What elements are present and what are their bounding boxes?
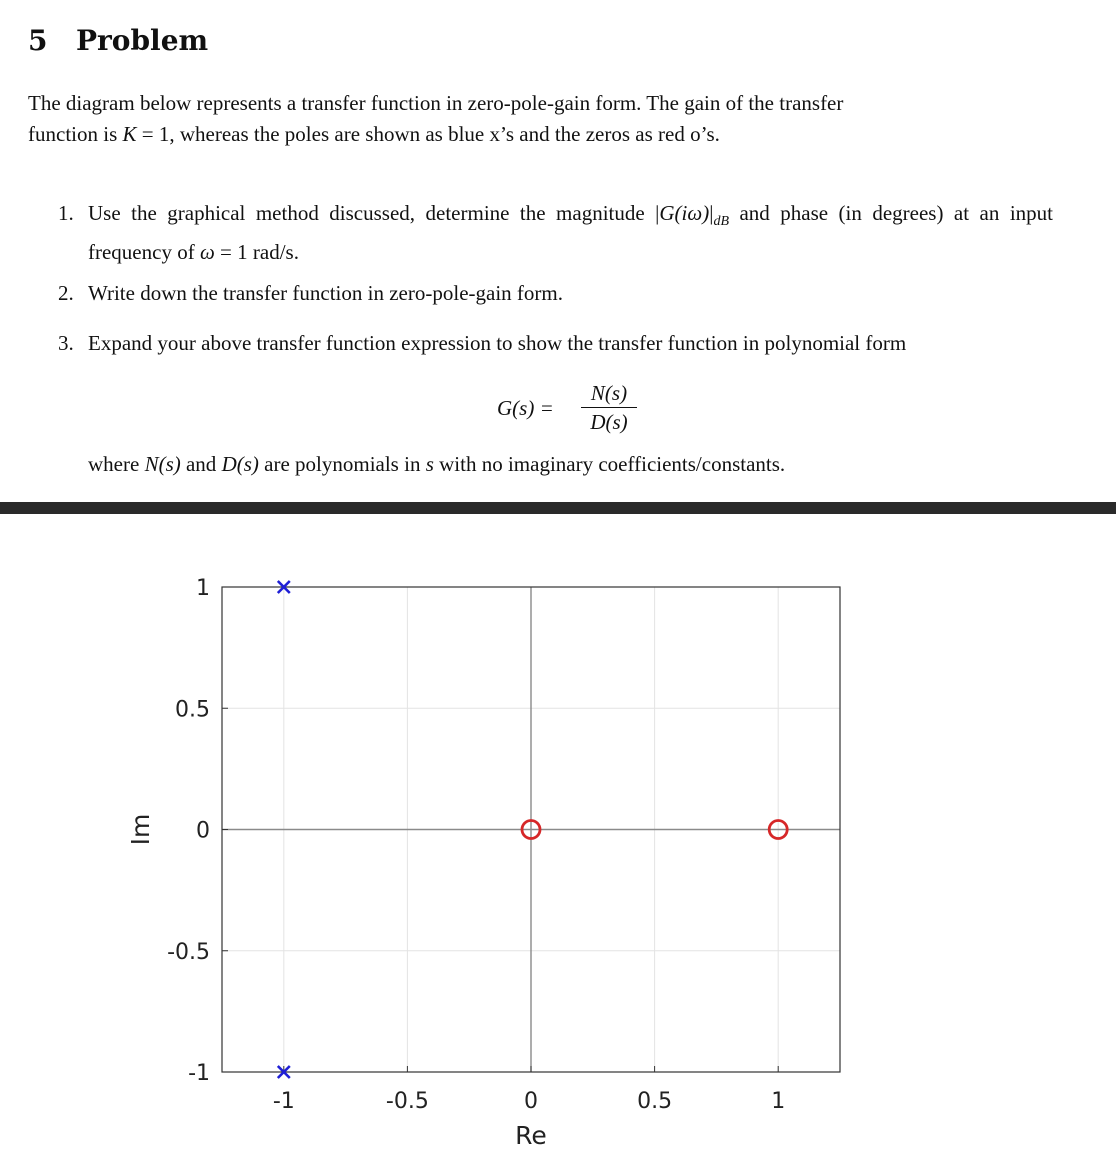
item1-text-a: Use the graphical method discussed, determine the magnitude | [88,201,660,225]
y-axis-label: Im [126,813,155,846]
y-tick-label: 0.5 [175,697,210,723]
list-item-text [88,198,1053,268]
x-tick-label: 0 [524,1089,538,1114]
where-w1: where [88,452,145,476]
equation-lhs: G(s) = [497,396,554,420]
list-item [58,328,1058,390]
list-item-number: 3. [58,331,74,355]
section-number: 5 [28,24,48,57]
equation-numerator: N(s) [590,381,628,405]
list-item [58,278,1058,309]
intro-paragraph [28,88,1088,150]
intro-line-2-post: = 1, whereas the poles are shown as blue x’s and the zeros as red o’s. [136,122,720,146]
where-s: s [425,452,434,476]
where-w3: are polynomials in [258,452,426,476]
intro-line-2 [28,119,1088,150]
where-w2: and [180,452,222,476]
x-tick-label: -0.5 [385,1089,429,1114]
item1-sub-db: dB [713,214,729,230]
where-n: N(s) [144,452,181,476]
item1-text-d: = 1 rad/s. [214,240,299,265]
y-tick-label: 0 [196,818,210,844]
pole-zero-chart [0,514,1116,1167]
list-item-text: Expand your above transfer function expression to show the transfer function in polynomial form [88,331,907,355]
equation-denominator: D(s) [590,410,628,434]
item1-omega: ω [199,240,215,265]
item1-math-g: G(iω) [659,201,710,225]
y-tick-label: 1 [196,576,210,601]
x-tick-label: 1 [771,1089,786,1114]
y-tick-label: -0.5 [167,939,210,965]
list-item-number: 2. [58,281,74,305]
separator-bar [0,502,1116,514]
where-clause [88,452,785,477]
pole-zero-plot [0,514,1116,1167]
list-item [58,198,1058,265]
where-w4: with no imaginary coefficients/constants. [433,452,786,476]
intro-line-2-pre: function is [28,122,123,146]
y-tick-label: -1 [188,1061,210,1086]
item1-text-b: | [709,201,714,225]
gain-symbol: K [122,122,137,146]
item1-text-c: and phase (in degrees) at an input frequency of [88,201,1054,265]
intro-line-1: The diagram below represents a transfer function in zero-pole-gain form. The gain of the transfer [28,91,844,115]
x-tick-label: -1 [272,1089,295,1114]
x-tick-label: 0.5 [637,1089,673,1114]
equation-fraction [581,380,637,435]
list-item-text: Write down the transfer function in zero-pole-gain form. [88,281,563,305]
list-item-number: 1. [58,201,74,225]
where-d: D(s) [221,452,259,476]
x-axis-label: Re [515,1121,547,1150]
section-title: Problem [76,24,209,57]
problem-document [0,0,1116,500]
fraction-bar [581,407,637,408]
